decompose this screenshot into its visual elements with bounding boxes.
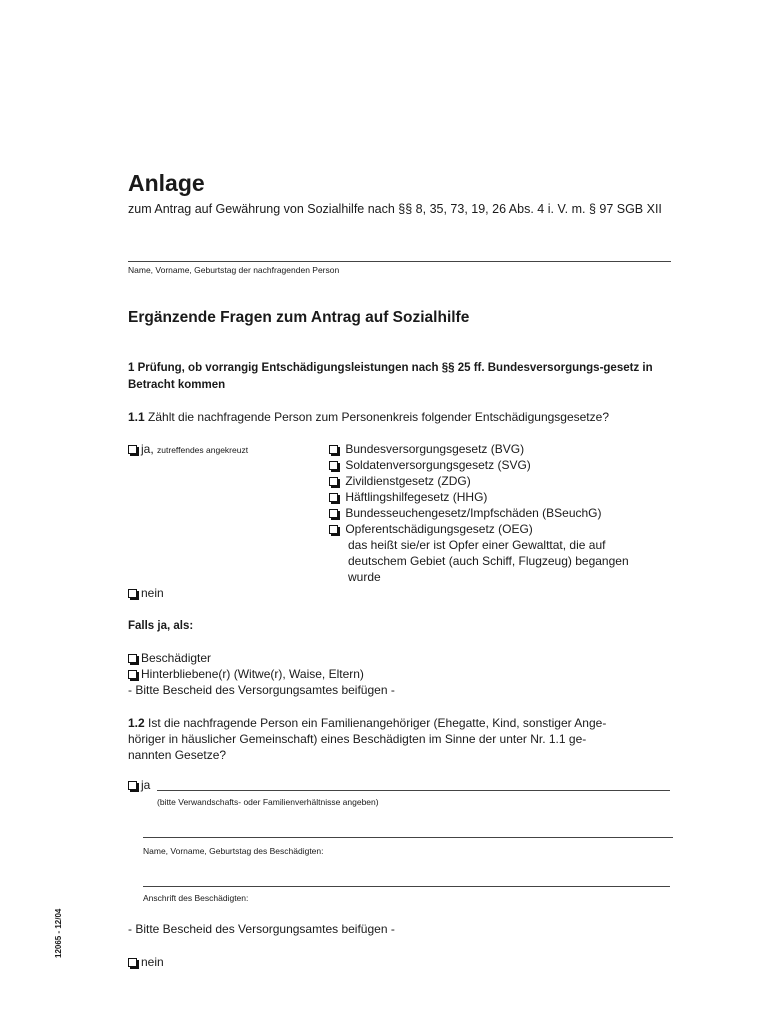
form-code: 12065 - 12/04 (54, 908, 63, 958)
question-1-1-number: 1.1 (128, 410, 145, 424)
checkbox-icon[interactable] (128, 781, 137, 790)
option-survivor[interactable] (128, 666, 364, 682)
checkbox-icon[interactable] (128, 654, 137, 663)
injured-address-label: Anschrift des Beschädigten: (143, 893, 249, 903)
law-option-svg[interactable] (329, 457, 531, 473)
law-option-bseuchg[interactable] (329, 505, 602, 521)
checkbox-icon[interactable] (128, 445, 137, 454)
oeg-note-line: wurde (348, 570, 381, 584)
q12-no-label: nein (141, 955, 164, 969)
checkbox-icon[interactable] (128, 958, 137, 967)
law-option-hhg[interactable] (329, 489, 487, 505)
checkbox-icon[interactable] (329, 509, 338, 518)
checkbox-icon[interactable] (128, 589, 137, 598)
law-label: Bundesseuchengesetz/Impfschäden (BSeuchG) (345, 506, 602, 520)
oeg-note-line: das heißt sie/er ist Opfer einer Gewalttat, die auf (348, 538, 606, 552)
no-label: nein (141, 586, 164, 600)
checkbox-icon[interactable] (329, 493, 338, 502)
option-label: Hinterbliebene(r) (Witwe(r), Waise, Eltern) (141, 667, 364, 681)
injured-name-label: Name, Vorname, Geburtstag des Beschädigten: (143, 846, 324, 856)
injured-name-field-line[interactable] (143, 837, 673, 838)
no-option[interactable] (128, 585, 164, 601)
page-subtitle: zum Antrag auf Gewährung von Sozialhilfe nach §§ 8, 35, 73, 19, 26 Abs. 4 i. V. m. § 97 SGB XII (128, 202, 662, 216)
law-label: Häftlingshilfegesetz (HHG) (345, 490, 488, 504)
law-label: Soldatenversorgungsgesetz (SVG) (345, 458, 531, 472)
q12-no-option[interactable] (128, 954, 164, 970)
law-option-zdg[interactable] (329, 473, 471, 489)
yes-note: zutreffendes angekreuzt (157, 445, 249, 455)
q12-yes-label: ja (141, 778, 151, 792)
question-1-1-text: Zählt die nachfragende Person zum Personenkreis folgender Entschädigungsgesetze? (148, 410, 609, 424)
yes-option[interactable] (128, 441, 248, 458)
attach-note: - Bitte Bescheid des Versorgungsamtes beifügen - (128, 683, 395, 697)
question-1-2-line: höriger in häuslicher Gemeinschaft) eines Beschädigten im Sinne der unter Nr. 1.1 ge- (128, 732, 587, 746)
name-field-label: Name, Vorname, Geburtstag der nachfragenden Person (128, 265, 340, 275)
relation-field-line[interactable] (157, 790, 670, 791)
checkbox-icon[interactable] (329, 461, 338, 470)
injured-address-field-line[interactable] (143, 886, 670, 887)
law-label: Zivildienstgesetz (ZDG) (345, 474, 471, 488)
page-title: Anlage (128, 170, 205, 196)
yes-label: ja, (141, 442, 154, 456)
option-label: Beschädigter (141, 651, 212, 665)
question-1-1 (128, 409, 688, 425)
q12-yes-option[interactable] (128, 777, 150, 793)
question-1-2 (128, 715, 606, 731)
checkbox-icon[interactable] (329, 445, 338, 454)
option-injured[interactable] (128, 650, 211, 666)
name-field-line[interactable] (128, 261, 671, 262)
law-label: Bundesversorgungsgesetz (BVG) (345, 442, 525, 456)
relation-hint: (bitte Verwandschafts- oder Familienverhältnisse angeben) (157, 797, 379, 807)
checkbox-icon[interactable] (329, 477, 338, 486)
question-1-2-line: Ist die nachfragende Person ein Familienangehöriger (Ehegatte, Kind, sonstiger Ange- (148, 716, 607, 730)
if-yes-label: Falls ja, als: (128, 620, 194, 632)
checkbox-icon[interactable] (128, 670, 137, 679)
attach-note-2: - Bitte Bescheid des Versorgungsamtes beifügen - (128, 922, 395, 936)
checkbox-icon[interactable] (329, 525, 338, 534)
law-option-oeg[interactable] (329, 521, 533, 537)
law-option-bvg[interactable] (329, 441, 524, 457)
law-label: Opferentschädigungsgesetz (OEG) (345, 522, 533, 536)
section1-heading: 1 Prüfung, ob vorrangig Entschädigungsleistungen nach §§ 25 ff. Bundesversorgungs-gesetz in Betracht kommen (128, 362, 653, 391)
oeg-note-line: deutschem Gebiet (auch Schiff, Flugzeug) begangen (348, 554, 629, 568)
question-1-2-line: nannten Gesetze? (128, 748, 227, 762)
section-title: Ergänzende Fragen zum Antrag auf Sozialhilfe (128, 309, 470, 326)
question-1-2-number: 1.2 (128, 716, 145, 730)
